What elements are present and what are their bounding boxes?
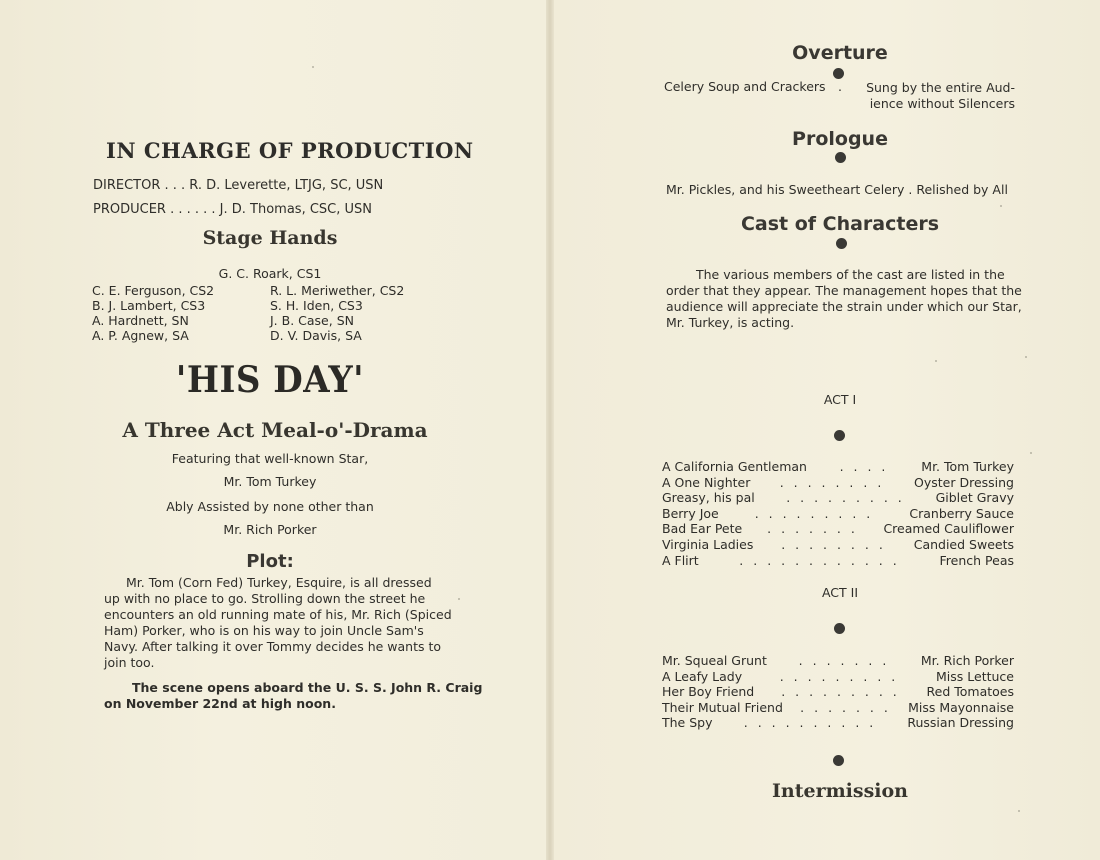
cast-actor: Mr. Rich Porker <box>920 653 1014 668</box>
overture-item: Celery Soup and Crackers <box>664 79 826 94</box>
paper-speck <box>1025 356 1027 358</box>
paper-speck <box>312 66 314 68</box>
bullet-dot-icon <box>833 68 844 79</box>
plot-line: Mr. Tom (Corn Fed) Turkey, Esquire, is all dressed <box>126 575 432 590</box>
overture-note <box>850 80 1015 112</box>
leader-dots: . . . . . . . <box>767 521 858 537</box>
cast-row <box>662 521 1014 536</box>
plot-line: Navy. After talking it over Tommy decides he wants to <box>104 639 442 654</box>
cast-actor: Cranberry Sauce <box>909 505 1014 521</box>
cast-role: Her Boy Friend <box>662 684 755 700</box>
leader-dots: . . . . . . . . . <box>754 505 874 521</box>
plot-line: join too. <box>104 655 155 670</box>
intermission-heading: Intermission <box>772 780 908 802</box>
stage-hands-lead: G. C. Roark, CS1 <box>218 266 322 281</box>
cast-role: Mr. Squeal Grunt <box>662 653 767 668</box>
cast-row <box>662 537 1014 552</box>
cast-row <box>662 553 1014 568</box>
plot-line: encounters an old running mate of his, Mr. Rich (Spiced <box>104 607 452 622</box>
stage-hand: J. B. Case, SN <box>270 313 354 328</box>
cast-actor: Giblet Gravy <box>935 490 1014 506</box>
prologue-line: Mr. Pickles, and his Sweetheart Celery . Relished by All <box>666 182 1008 197</box>
paper-speck <box>458 598 460 600</box>
act2-heading: ACT II <box>821 585 859 600</box>
leader-dots: . . . . . . . . . <box>779 668 899 684</box>
overture-period: . <box>838 79 842 94</box>
cast-role: A Flirt <box>662 552 699 568</box>
leader-dots: . . . . . . . . <box>779 474 885 490</box>
cast-heading: Cast of Characters <box>740 213 940 235</box>
bullet-dot-icon <box>833 755 844 766</box>
scene-line: The scene opens aboard the U. S. S. John R. Craig <box>132 680 483 695</box>
leader-dots: . . . . . . . . <box>781 537 886 552</box>
leader-dots: . . . . . . . . . . <box>743 715 877 731</box>
cast-role: Berry Joe <box>662 505 719 521</box>
cast-actor: Mr. Tom Turkey <box>921 459 1014 474</box>
cast-row <box>662 506 1014 521</box>
cast-intro-line: order that they appear. The management hopes that the <box>666 283 1022 298</box>
scene-text <box>104 680 483 712</box>
featuring-line: Featuring that well-known Star, <box>171 451 369 466</box>
plot-text <box>104 575 464 671</box>
leader-dots: . . . . <box>839 459 889 474</box>
cast-actor: Candied Sweets <box>913 537 1014 552</box>
assisted-line: Ably Assisted by none other than <box>166 499 374 514</box>
cast-actor: Oyster Dressing <box>914 474 1014 490</box>
cast-intro-line: The various members of the cast are listed in the <box>696 267 1005 282</box>
bullet-dot-icon <box>834 623 845 634</box>
director-line: DIRECTOR . . . R. D. Leverette, LTJG, SC, USN <box>93 178 384 193</box>
production-heading: IN CHARGE OF PRODUCTION <box>106 138 474 163</box>
cast-actor: Russian Dressing <box>907 715 1014 731</box>
producer-line: PRODUCER . . . . . . J. D. Thomas, CSC, USN <box>93 202 373 217</box>
stage-hand: D. V. Davis, SA <box>270 328 362 343</box>
cast-actor: Miss Mayonnaise <box>908 699 1014 715</box>
cast-row <box>662 475 1014 490</box>
leader-dots: . . . . . . . <box>798 653 890 668</box>
leader-dots: . . . . . . . . . <box>781 684 900 700</box>
leader-dots: . . . . . . . <box>800 699 891 715</box>
paper-speck <box>1030 452 1032 454</box>
stage-hand: A. Hardnett, SN <box>92 313 189 328</box>
plot-heading: Plot: <box>246 551 294 572</box>
cast-row <box>662 700 1014 715</box>
cast-role: A California Gentleman <box>662 459 807 474</box>
cast-actor: Creamed Cauliflower <box>883 521 1014 537</box>
act1-heading: ACT I <box>823 392 857 407</box>
cast-actor: Red Tomatoes <box>926 684 1014 700</box>
plot-line: Ham) Porker, who is on his way to join Uncle Sam's <box>104 623 424 638</box>
cast-row <box>662 669 1014 684</box>
bullet-dot-icon <box>834 430 845 441</box>
paper-speck <box>935 360 937 362</box>
cast-row <box>662 715 1014 730</box>
cast-actor: French Peas <box>939 552 1014 568</box>
cast-role: A Leafy Lady <box>662 668 743 684</box>
cast-intro <box>666 267 1026 331</box>
cast-role: Bad Ear Pete <box>662 521 743 537</box>
cast-intro-line: audience will appreciate the strain under which our Star, <box>666 299 1022 314</box>
overture-note-line: ience without Silencers <box>869 96 1015 111</box>
cast-row <box>662 490 1014 505</box>
cast-role: Virginia Ladies <box>662 537 754 552</box>
prologue-heading: Prologue <box>792 128 888 150</box>
cast-row <box>662 459 1014 474</box>
plot-line: up with no place to go. Strolling down the street he <box>104 591 426 606</box>
play-subtitle: A Three Act Meal-o'-Drama <box>122 418 428 442</box>
stage-hands-heading: Stage Hands <box>202 227 338 249</box>
stage-hands-left-column <box>92 283 214 343</box>
stage-hand: B. J. Lambert, CS3 <box>92 298 206 313</box>
bullet-dot-icon <box>835 152 846 163</box>
center-fold <box>546 0 554 860</box>
cast-role: The Spy <box>662 715 713 731</box>
cast-role: Greasy, his pal <box>662 490 755 506</box>
cast-role: Their Mutual Friend <box>662 699 783 715</box>
stage-hands-right-column <box>270 283 404 343</box>
stage-hand: A. P. Agnew, SA <box>92 328 189 343</box>
leader-dots: . . . . . . . . . . . . <box>739 552 900 568</box>
cast-row <box>662 653 1014 668</box>
cast-row <box>662 684 1014 699</box>
stage-hand: C. E. Ferguson, CS2 <box>92 283 215 298</box>
stage-hand: R. L. Meriwether, CS2 <box>270 283 405 298</box>
bullet-dot-icon <box>836 238 847 249</box>
cast-intro-line: Mr. Turkey, is acting. <box>666 315 795 330</box>
paper-speck <box>1018 810 1020 812</box>
costar-line: Mr. Rich Porker <box>223 522 317 537</box>
scene-line: on November 22nd at high noon. <box>104 696 336 711</box>
stage-hand: S. H. Iden, CS3 <box>270 298 363 313</box>
overture-note-line: Sung by the entire Aud- <box>866 80 1015 95</box>
overture-heading: Overture <box>792 42 888 64</box>
play-title: 'HIS DAY' <box>175 358 365 402</box>
cast-actor: Miss Lettuce <box>936 668 1014 684</box>
star-line: Mr. Tom Turkey <box>223 474 317 489</box>
paper-speck <box>1000 205 1002 207</box>
leader-dots: . . . . . . . . . <box>786 490 905 506</box>
cast-role: A One Nighter <box>662 474 751 490</box>
